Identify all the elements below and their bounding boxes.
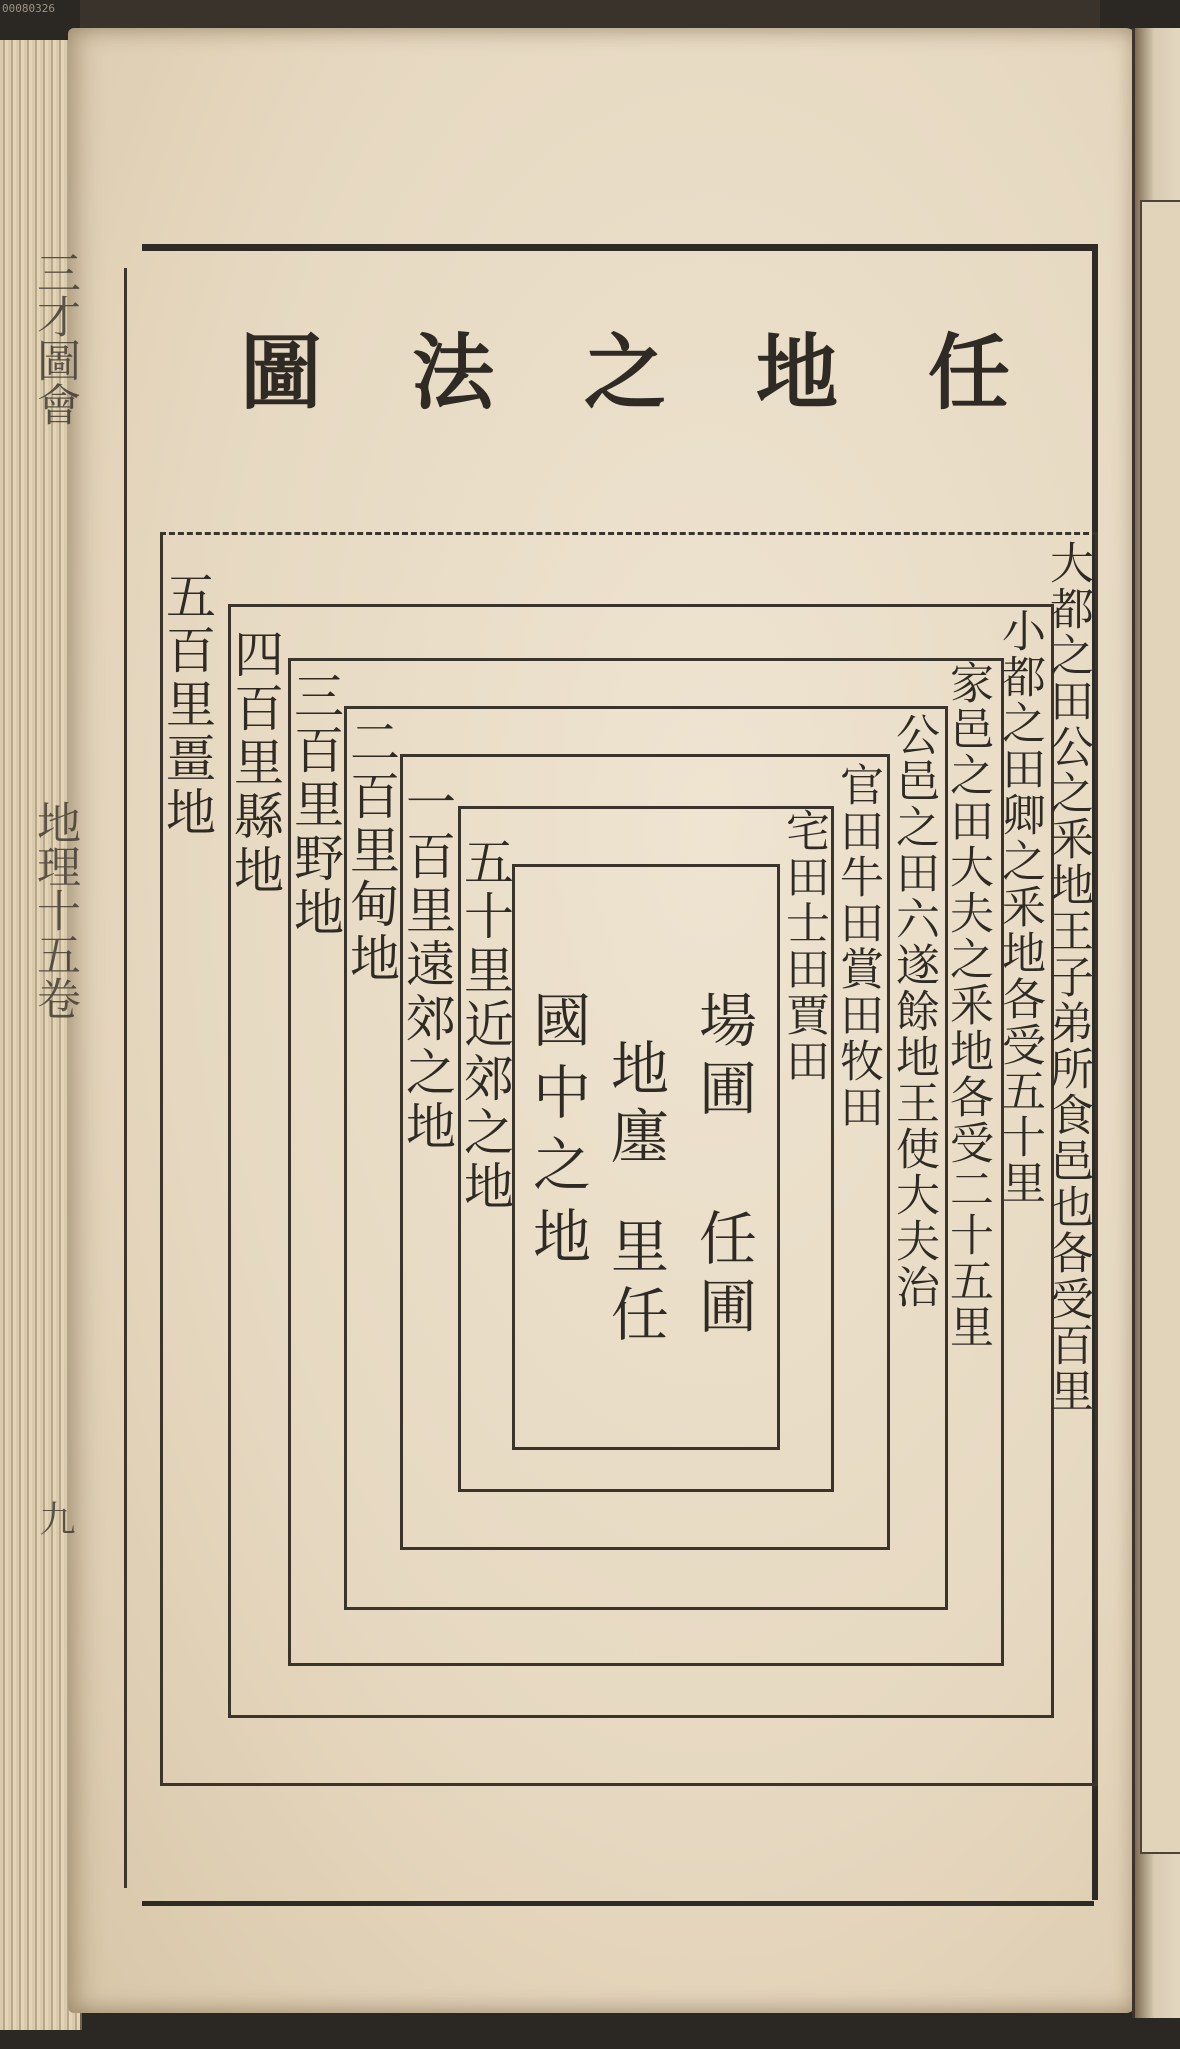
label-100li: 一百里遠郊之地 (398, 776, 456, 1154)
diagram-title (240, 316, 1010, 421)
label-jiayi: 家邑之田大夫之釆地各受二十五里 (942, 660, 993, 1350)
top-edge (80, 0, 1100, 28)
label-400li: 四百里縣地 (226, 628, 284, 898)
label-zhaitian: 宅田士田賈田 (778, 808, 829, 1084)
margin-page-number: 九 (34, 1500, 75, 1536)
center-col1-top: 場圃 (689, 990, 757, 1126)
title-char: 法 (412, 324, 495, 421)
label-gongyi: 公邑之田六遂餘地王使大夫治 (888, 712, 939, 1310)
center-col2-bottom: 里任 (601, 1216, 669, 1352)
title-char: 地 (756, 324, 839, 421)
center-col2-top: 地廛 (601, 1038, 669, 1174)
label-guantian: 官田牛田賞田牧田 (832, 762, 883, 1130)
title-char: 任 (927, 324, 1010, 421)
outer-frame-left (124, 268, 127, 1888)
label-50li: 五十里近郊之地 (456, 836, 514, 1214)
label-200li: 二百里甸地 (342, 716, 400, 986)
title-char: 圖 (240, 324, 323, 421)
label-500li: 五百里畺地 (158, 570, 216, 840)
next-page-strip (1140, 200, 1180, 1854)
title-char: 之 (584, 324, 667, 421)
label-dadu: 大都之田公之釆地王子弟所食邑也各受百里 (1042, 540, 1093, 1414)
center-col1-bottom: 任圃 (689, 1208, 757, 1344)
center-main: 國中之地 (523, 990, 591, 1278)
label-xiaodu: 小都之田卿之釆地各受五十里 (994, 608, 1045, 1206)
margin-book-title: 三才圖會 (29, 250, 80, 426)
label-300li: 三百里野地 (286, 670, 344, 940)
image-stamp: 00080326 (2, 2, 55, 15)
margin-chapter: 地理十五卷 (29, 800, 80, 1020)
